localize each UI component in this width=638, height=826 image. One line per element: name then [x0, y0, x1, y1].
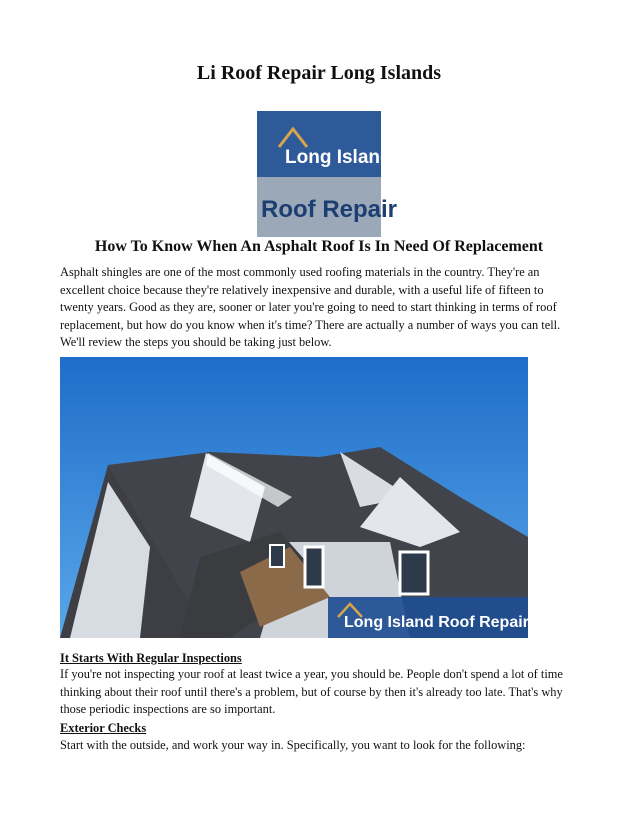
- section1-body: If you're not inspecting your roof at least twice a year, you should be. People don't spend a lot of time thinking about their roof until there's a problem, but of course by then it's already too late. That's why those periodic inspections are so important.: [60, 667, 563, 717]
- section2-heading: Exterior Checks: [60, 721, 147, 735]
- logo-line1: Long Island: [285, 147, 392, 168]
- logo-line2: Roof Repair: [261, 196, 398, 223]
- photo-banner-text: Long Island Roof Repair: [344, 614, 529, 631]
- page-title: Li Roof Repair Long Islands: [196, 62, 442, 84]
- intro-paragraph: Asphalt shingles are one of the most commonly used roofing materials in the country. They're an excellent choice because they're relatively inexpensive and durable, with a useful life of fifteen to twenty years. Good as they are, sooner or later you're going to need to start thinking in terms of roof replacement, but how do you know when it's time? There are actually a number of ways you can tell. We'll review the steps you should be taking just below.: [60, 265, 561, 350]
- article-heading: How To Know When An Asphalt Roof Is In Need Of Replacement: [94, 238, 544, 255]
- section2-body: Start with the outside, and work your way in. Specifically, you want to look for the following:: [60, 738, 526, 752]
- section1-heading: It Starts With Regular Inspections: [60, 651, 242, 665]
- long-island-roof-repair-logo: [257, 111, 398, 237]
- house-roof-photo: [60, 357, 528, 638]
